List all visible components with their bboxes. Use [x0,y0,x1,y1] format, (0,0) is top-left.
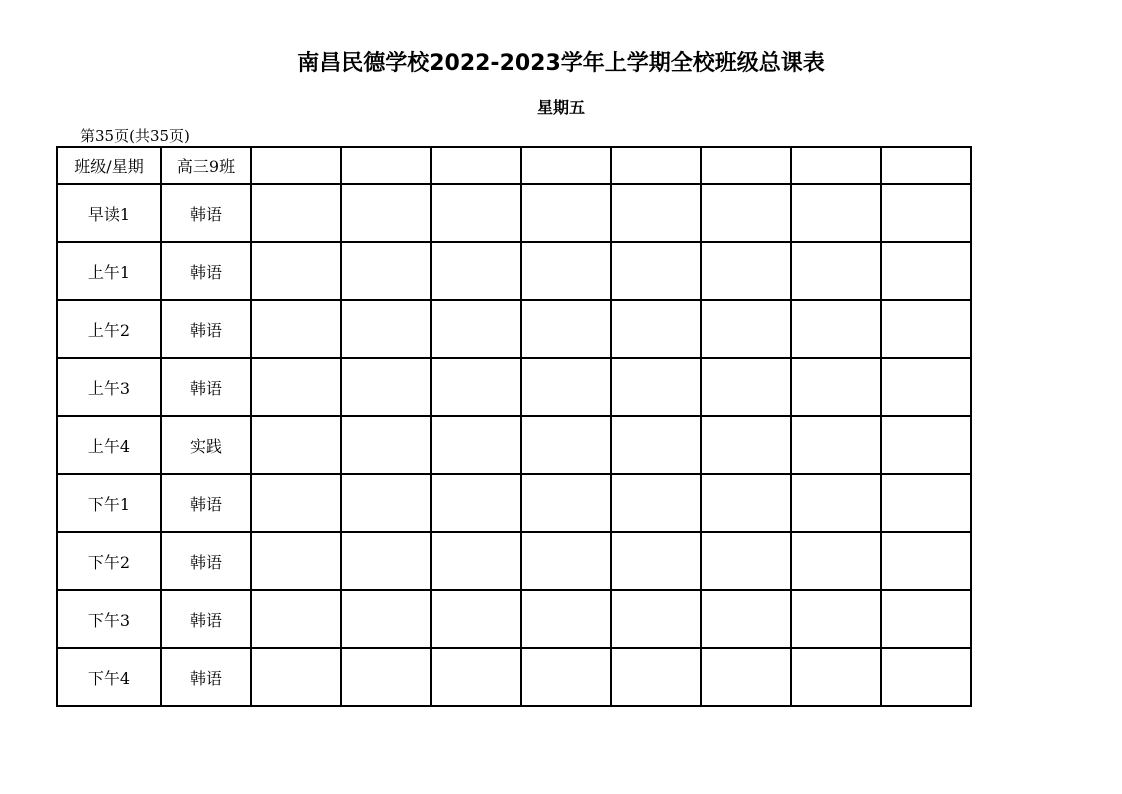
empty-cell [701,416,791,474]
empty-cell [881,590,971,648]
empty-cell [431,184,521,242]
empty-cell [701,147,791,184]
empty-cell [881,242,971,300]
header-row [57,147,971,184]
empty-cell [791,184,881,242]
empty-cell [611,474,701,532]
empty-cell [881,358,971,416]
empty-cell [791,300,881,358]
empty-cell [701,532,791,590]
empty-cell [611,358,701,416]
empty-cell [611,300,701,358]
empty-cell [791,474,881,532]
empty-cell [251,300,341,358]
empty-cell [701,300,791,358]
empty-cell [521,590,611,648]
period-label-cell: 早读1 [57,184,161,242]
empty-cell [791,532,881,590]
empty-cell [611,242,701,300]
empty-cell [701,184,791,242]
period-row [57,474,971,532]
period-row [57,532,971,590]
period-row [57,300,971,358]
empty-cell [881,300,971,358]
empty-cell [341,648,431,706]
period-label-cell: 下午1 [57,474,161,532]
empty-cell [521,474,611,532]
period-label-cell: 下午2 [57,532,161,590]
period-label-cell: 下午3 [57,590,161,648]
empty-cell [431,416,521,474]
empty-cell [251,590,341,648]
empty-cell [521,242,611,300]
empty-cell [521,300,611,358]
schedule-table [56,146,972,707]
period-row [57,358,971,416]
subject-cell: 韩语 [161,184,251,242]
subject-cell: 韩语 [161,474,251,532]
corner-header-cell: 班级/星期 [57,147,161,184]
empty-cell [521,648,611,706]
empty-cell [341,358,431,416]
subject-cell: 韩语 [161,648,251,706]
empty-cell [881,532,971,590]
empty-cell [341,300,431,358]
period-row [57,590,971,648]
empty-cell [431,242,521,300]
empty-cell [701,648,791,706]
period-row [57,416,971,474]
empty-cell [701,358,791,416]
empty-cell [701,474,791,532]
empty-cell [341,590,431,648]
empty-cell [521,184,611,242]
subject-cell: 实践 [161,416,251,474]
empty-cell [251,147,341,184]
period-label-cell: 上午2 [57,300,161,358]
empty-cell [611,416,701,474]
period-label-cell: 上午3 [57,358,161,416]
period-label-cell: 上午4 [57,416,161,474]
empty-cell [701,242,791,300]
empty-cell [521,532,611,590]
empty-cell [251,648,341,706]
period-label-cell: 上午1 [57,242,161,300]
empty-cell [791,358,881,416]
empty-cell [251,184,341,242]
subject-cell: 韩语 [161,242,251,300]
empty-cell [341,147,431,184]
empty-cell [611,184,701,242]
empty-cell [881,416,971,474]
empty-cell [431,474,521,532]
empty-cell [251,358,341,416]
subject-cell: 韩语 [161,532,251,590]
empty-cell [251,474,341,532]
subject-cell: 韩语 [161,300,251,358]
empty-cell [521,147,611,184]
empty-cell [431,590,521,648]
page-number: 第35页(共35页) [80,127,190,145]
empty-cell [431,532,521,590]
empty-cell [611,590,701,648]
empty-cell [611,532,701,590]
empty-cell [341,532,431,590]
empty-cell [251,416,341,474]
empty-cell [341,474,431,532]
empty-cell [521,358,611,416]
subject-cell: 韩语 [161,358,251,416]
empty-cell [881,648,971,706]
empty-cell [611,648,701,706]
empty-cell [881,474,971,532]
period-row [57,648,971,706]
empty-cell [701,590,791,648]
period-row [57,242,971,300]
empty-cell [431,358,521,416]
weekday-subtitle: 星期五 [536,98,585,117]
empty-cell [251,532,341,590]
empty-cell [791,147,881,184]
empty-cell [251,242,341,300]
empty-cell [341,242,431,300]
empty-cell [341,184,431,242]
class-header-cell: 高三9班 [161,147,251,184]
empty-cell [521,416,611,474]
empty-cell [881,147,971,184]
document-title: 南昌民德学校2022-2023学年上学期全校班级总课表 [297,51,825,76]
empty-cell [791,416,881,474]
empty-cell [431,648,521,706]
empty-cell [881,184,971,242]
subject-cell: 韩语 [161,590,251,648]
empty-cell [791,648,881,706]
empty-cell [611,147,701,184]
empty-cell [791,590,881,648]
empty-cell [341,416,431,474]
empty-cell [431,300,521,358]
empty-cell [431,147,521,184]
period-row [57,184,971,242]
period-label-cell: 下午4 [57,648,161,706]
empty-cell [791,242,881,300]
